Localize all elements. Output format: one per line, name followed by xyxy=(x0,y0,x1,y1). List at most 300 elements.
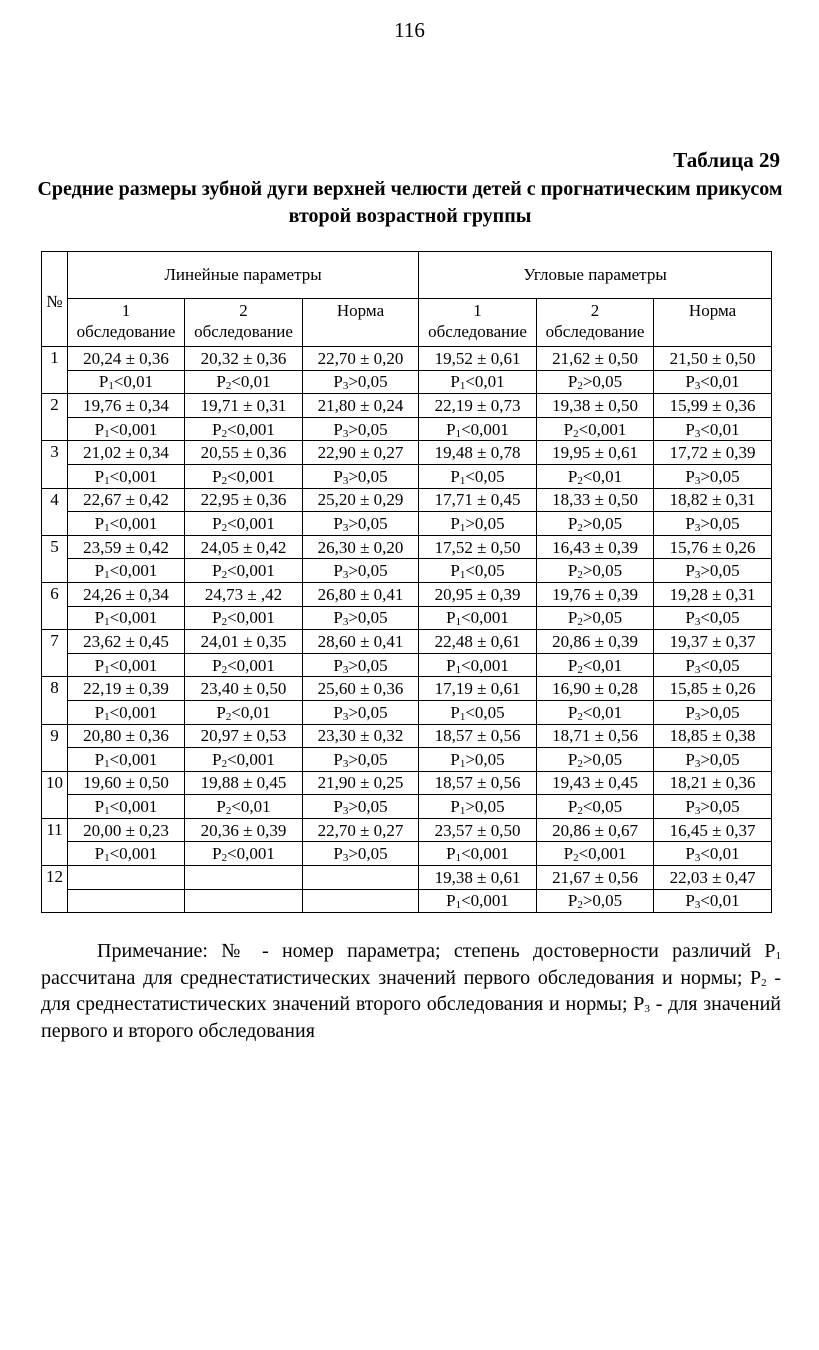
p-value: >0,05 xyxy=(465,749,505,769)
p-letter: P xyxy=(446,844,456,864)
value-cell: 25,60 ± 0,36 xyxy=(303,677,419,701)
value-cell: 20,95 ± 0,39 xyxy=(419,582,537,606)
value-cell: 20,55 ± 0,36 xyxy=(185,441,303,465)
table-row xyxy=(42,818,772,842)
header-column-number: 1 xyxy=(121,301,131,320)
p-letter: P xyxy=(567,608,578,628)
row-number: 12 xyxy=(42,866,68,913)
header-angular-params: Угловые параметры xyxy=(419,252,772,299)
p-letter: P xyxy=(685,372,695,392)
p-letter: P xyxy=(446,655,456,675)
p-value: <0,01 xyxy=(231,702,271,722)
value-cell: 18,85 ± 0,38 xyxy=(654,724,772,748)
p-value: <0,01 xyxy=(700,891,740,911)
p-letter: P xyxy=(450,749,460,769)
table-row-significance xyxy=(42,370,772,394)
row-number: 2 xyxy=(42,394,68,441)
p-index: 2 xyxy=(225,710,232,723)
p-letter: P xyxy=(567,749,578,769)
header-column-label: обследование xyxy=(545,322,645,341)
table-row-significance xyxy=(42,417,772,441)
p-value: <0,001 xyxy=(109,561,158,581)
note-text-3: - для среднестатистических значений второго обследования и нормы; P xyxy=(41,966,781,1015)
table-row-significance xyxy=(42,464,772,488)
significance-cell xyxy=(303,417,419,441)
p-value: <0,05 xyxy=(700,608,740,628)
value-cell: 19,88 ± 0,45 xyxy=(185,771,303,795)
value-cell: 18,57 ± 0,56 xyxy=(419,771,537,795)
significance-cell xyxy=(654,700,772,724)
p-value: <0,001 xyxy=(461,844,509,864)
p-letter: P xyxy=(94,844,105,864)
value-cell: 18,21 ± 0,36 xyxy=(654,771,772,795)
value-cell: 22,48 ± 0,61 xyxy=(419,630,537,654)
p-value: <0,01 xyxy=(231,372,271,392)
value-cell: 17,19 ± 0,61 xyxy=(419,677,537,701)
p-letter: P xyxy=(567,466,578,486)
p-index: 3 xyxy=(342,757,349,770)
table-row-significance xyxy=(42,700,772,724)
p-index: 2 xyxy=(577,521,583,534)
p-index: 1 xyxy=(108,380,114,393)
p-value: <0,001 xyxy=(109,513,158,533)
significance-cell xyxy=(654,417,772,441)
header-column-number: 1 xyxy=(473,301,482,320)
p-value: <0,001 xyxy=(461,608,509,628)
significance-cell xyxy=(537,795,654,819)
value-cell: 23,62 ± 0,45 xyxy=(68,630,185,654)
note-text-2: рассчитана для среднестатистических значений первого обследования и нормы; P xyxy=(41,966,762,989)
p-index: 3 xyxy=(694,710,701,723)
p-letter: P xyxy=(94,513,105,533)
value-cell: 21,90 ± 0,25 xyxy=(303,771,419,795)
value-cell: 19,76 ± 0,39 xyxy=(537,582,654,606)
table-row xyxy=(42,488,772,512)
p-value: <0,001 xyxy=(227,419,275,439)
value-cell: 19,28 ± 0,31 xyxy=(654,582,772,606)
value-cell: 15,99 ± 0,36 xyxy=(654,394,772,418)
significance-cell xyxy=(303,653,419,677)
significance-cell xyxy=(537,653,654,677)
value-cell: 22,70 ± 0,20 xyxy=(303,347,419,371)
value-cell: 23,40 ± 0,50 xyxy=(185,677,303,701)
value-cell: 22,19 ± 0,39 xyxy=(68,677,185,701)
p-letter: P xyxy=(685,797,695,817)
p-letter: P xyxy=(446,419,456,439)
p-value: <0,001 xyxy=(227,655,275,675)
p-index: 1 xyxy=(455,616,462,629)
p-value: >0,05 xyxy=(465,797,505,817)
table-body xyxy=(42,347,772,913)
p-value: >0,05 xyxy=(700,749,740,769)
significance-cell xyxy=(419,417,537,441)
significance-cell xyxy=(537,464,654,488)
row-number: 8 xyxy=(42,677,68,724)
p-index: 3 xyxy=(694,427,701,440)
significance-cell xyxy=(303,559,419,583)
p-value: >0,05 xyxy=(582,372,623,392)
significance-cell xyxy=(303,512,419,536)
value-cell: 23,30 ± 0,32 xyxy=(303,724,419,748)
p-index: 3 xyxy=(342,569,349,582)
p-value: <0,001 xyxy=(109,655,158,675)
p-value: <0,001 xyxy=(227,844,275,864)
table-row-significance xyxy=(42,606,772,630)
p-letter: P xyxy=(685,561,695,581)
p-value: <0,001 xyxy=(227,561,275,581)
p-value: >0,05 xyxy=(700,702,740,722)
significance-cell xyxy=(68,700,185,724)
p-value: >0,05 xyxy=(348,372,388,392)
p-letter: P xyxy=(450,702,460,722)
value-cell: 21,50 ± 0,50 xyxy=(654,347,772,371)
p-letter: P xyxy=(212,844,222,864)
p-value: >0,05 xyxy=(465,513,505,533)
significance-cell xyxy=(68,370,185,394)
p-letter: P xyxy=(333,844,343,864)
p-value: >0,05 xyxy=(348,844,388,864)
significance-cell xyxy=(537,559,654,583)
table-row-significance xyxy=(42,748,772,772)
p-index: 2 xyxy=(577,616,583,629)
p-index: 2 xyxy=(221,616,228,629)
p-index: 1 xyxy=(459,474,466,487)
table-row xyxy=(42,866,772,890)
p-index: 2 xyxy=(577,899,583,912)
value-cell xyxy=(68,866,185,890)
p-letter: P xyxy=(216,702,226,722)
p-value: >0,05 xyxy=(348,655,388,675)
significance-cell xyxy=(419,512,537,536)
significance-cell xyxy=(654,464,772,488)
p-index: 2 xyxy=(573,852,579,865)
p-index: 3 xyxy=(342,710,349,723)
p-letter: P xyxy=(94,702,105,722)
p-letter: P xyxy=(450,466,460,486)
p-letter: P xyxy=(685,608,695,628)
value-cell: 21,62 ± 0,50 xyxy=(537,347,654,371)
value-cell: 19,52 ± 0,61 xyxy=(419,347,537,371)
value-cell: 24,05 ± 0,42 xyxy=(185,535,303,559)
value-cell: 26,30 ± 0,20 xyxy=(303,535,419,559)
value-cell: 19,95 ± 0,61 xyxy=(537,441,654,465)
significance-cell xyxy=(654,370,772,394)
value-cell: 19,43 ± 0,45 xyxy=(537,771,654,795)
p-index: 3 xyxy=(694,663,701,676)
header-number: № xyxy=(42,252,68,347)
p-index: 3 xyxy=(694,805,701,818)
p-index: 1 xyxy=(104,474,110,487)
p-letter: P xyxy=(333,419,343,439)
p-value: >0,05 xyxy=(348,419,388,439)
p-index: 3 xyxy=(342,521,349,534)
value-cell: 22,03 ± 0,47 xyxy=(654,866,772,890)
p-letter: P xyxy=(333,466,343,486)
p-value: >0,05 xyxy=(582,891,623,911)
p-index: 1 xyxy=(104,805,110,818)
header-column-label: обследование xyxy=(428,322,527,341)
p-letter: P xyxy=(212,466,222,486)
p-letter: P xyxy=(94,419,105,439)
value-cell: 22,19 ± 0,73 xyxy=(419,394,537,418)
p-index: 1 xyxy=(455,852,462,865)
p-value: <0,001 xyxy=(461,419,509,439)
p-value: <0,001 xyxy=(227,513,275,533)
significance-cell xyxy=(303,700,419,724)
significance-cell xyxy=(185,700,303,724)
p-letter: P xyxy=(333,702,343,722)
table-row-significance xyxy=(42,559,772,583)
significance-cell xyxy=(68,606,185,630)
significance-cell xyxy=(537,417,654,441)
significance-cell xyxy=(654,559,772,583)
p-letter: P xyxy=(212,655,222,675)
value-cell: 28,60 ± 0,41 xyxy=(303,630,419,654)
p-value: <0,001 xyxy=(109,608,158,628)
p-letter: P xyxy=(567,891,578,911)
p-index: 2 xyxy=(577,380,583,393)
p-index: 3 xyxy=(694,380,701,393)
row-number: 3 xyxy=(42,441,68,488)
p-value: <0,05 xyxy=(465,466,505,486)
value-cell: 21,67 ± 0,56 xyxy=(537,866,654,890)
p-value: >0,05 xyxy=(348,561,388,581)
significance-cell xyxy=(419,748,537,772)
value-cell: 16,45 ± 0,37 xyxy=(654,818,772,842)
note-text-1: Примечание: № - номер параметра; степень достоверности различий P xyxy=(97,940,776,962)
row-number: 6 xyxy=(42,582,68,629)
p-value: <0,001 xyxy=(227,608,275,628)
value-cell: 16,43 ± 0,39 xyxy=(537,535,654,559)
significance-cell xyxy=(68,464,185,488)
value-cell: 20,32 ± 0,36 xyxy=(185,347,303,371)
significance-cell xyxy=(185,417,303,441)
p-letter: P xyxy=(685,891,695,911)
p-value: <0,05 xyxy=(700,655,740,675)
p-index: 3 xyxy=(342,380,349,393)
value-cell: 21,80 ± 0,24 xyxy=(303,394,419,418)
p-letter: P xyxy=(212,513,222,533)
p-value: >0,05 xyxy=(348,608,388,628)
value-cell: 24,73 ± ,42 xyxy=(185,582,303,606)
p-letter: P xyxy=(212,419,222,439)
value-cell: 22,95 ± 0,36 xyxy=(185,488,303,512)
p-index: 1 xyxy=(104,616,110,629)
value-cell: 15,85 ± 0,26 xyxy=(654,677,772,701)
p-letter: P xyxy=(212,749,222,769)
table-note xyxy=(41,938,781,1044)
significance-cell xyxy=(654,842,772,866)
p-index: 3 xyxy=(342,474,349,487)
header-column-5 xyxy=(537,299,654,347)
significance-cell xyxy=(185,795,303,819)
significance-cell xyxy=(185,606,303,630)
significance-cell xyxy=(68,417,185,441)
significance-cell xyxy=(185,889,303,913)
significance-cell xyxy=(537,700,654,724)
significance-cell xyxy=(68,748,185,772)
note-sub-1: 1 xyxy=(775,950,781,962)
table-row-significance xyxy=(42,653,772,677)
significance-cell xyxy=(654,606,772,630)
p-value: >0,05 xyxy=(700,466,740,486)
value-cell: 19,60 ± 0,50 xyxy=(68,771,185,795)
p-index: 1 xyxy=(104,710,110,723)
p-index: 1 xyxy=(459,710,466,723)
value-cell: 22,67 ± 0,42 xyxy=(68,488,185,512)
table-row xyxy=(42,441,772,465)
note-text-4: - для значений первого и второго обследования xyxy=(41,993,781,1042)
value-cell: 22,70 ± 0,27 xyxy=(303,818,419,842)
p-letter: P xyxy=(94,466,105,486)
significance-cell xyxy=(303,795,419,819)
significance-cell xyxy=(537,512,654,536)
p-index: 1 xyxy=(104,521,110,534)
significance-cell xyxy=(419,653,537,677)
p-letter: P xyxy=(212,608,222,628)
value-cell: 20,97 ± 0,53 xyxy=(185,724,303,748)
p-letter: P xyxy=(216,372,226,392)
p-value: <0,01 xyxy=(582,702,623,722)
significance-cell xyxy=(185,842,303,866)
row-number: 10 xyxy=(42,771,68,818)
p-value: >0,05 xyxy=(348,466,388,486)
significance-cell xyxy=(185,370,303,394)
row-number: 4 xyxy=(42,488,68,535)
p-value: <0,05 xyxy=(582,797,623,817)
p-letter: P xyxy=(567,513,578,533)
p-index: 2 xyxy=(577,474,583,487)
value-cell xyxy=(303,866,419,890)
p-value: >0,05 xyxy=(700,797,740,817)
header-column-label: Норма xyxy=(688,301,737,320)
parameters-table xyxy=(41,251,772,913)
value-cell: 18,33 ± 0,50 xyxy=(537,488,654,512)
header-column-3 xyxy=(303,299,419,347)
p-index: 1 xyxy=(459,805,466,818)
value-cell: 18,82 ± 0,31 xyxy=(654,488,772,512)
significance-cell xyxy=(303,606,419,630)
p-value: <0,001 xyxy=(461,655,509,675)
value-cell: 18,57 ± 0,56 xyxy=(419,724,537,748)
p-letter: P xyxy=(567,372,578,392)
significance-cell xyxy=(185,653,303,677)
p-index: 2 xyxy=(577,805,583,818)
significance-cell xyxy=(185,512,303,536)
significance-cell xyxy=(419,700,537,724)
table-label: Таблица 29 xyxy=(673,148,780,172)
p-value: >0,05 xyxy=(348,749,388,769)
p-index: 3 xyxy=(694,521,701,534)
significance-cell xyxy=(654,748,772,772)
row-number: 7 xyxy=(42,630,68,677)
header-column-label: Норма xyxy=(336,301,385,320)
p-letter: P xyxy=(567,655,578,675)
p-index: 3 xyxy=(694,852,701,865)
header-column-label: обследование xyxy=(194,322,293,341)
p-letter: P xyxy=(333,372,343,392)
p-value: <0,01 xyxy=(582,655,623,675)
significance-cell xyxy=(419,370,537,394)
significance-cell xyxy=(303,370,419,394)
row-number: 5 xyxy=(42,535,68,582)
p-value: >0,05 xyxy=(582,513,623,533)
table-row xyxy=(42,535,772,559)
p-value: <0,001 xyxy=(109,844,158,864)
p-index: 1 xyxy=(455,899,462,912)
value-cell xyxy=(185,866,303,890)
p-value: >0,05 xyxy=(582,749,623,769)
value-cell: 25,20 ± 0,29 xyxy=(303,488,419,512)
p-letter: P xyxy=(563,844,574,864)
p-letter: P xyxy=(685,655,695,675)
significance-cell xyxy=(419,606,537,630)
p-letter: P xyxy=(94,655,105,675)
row-number: 1 xyxy=(42,347,68,394)
p-letter: P xyxy=(333,561,343,581)
p-letter: P xyxy=(685,749,695,769)
significance-cell xyxy=(68,795,185,819)
p-value: >0,05 xyxy=(582,561,623,581)
table-row xyxy=(42,677,772,701)
value-cell: 21,02 ± 0,34 xyxy=(68,441,185,465)
value-cell: 19,37 ± 0,37 xyxy=(654,630,772,654)
p-letter: P xyxy=(333,655,343,675)
p-index: 1 xyxy=(459,569,466,582)
p-letter: P xyxy=(94,749,105,769)
significance-cell xyxy=(537,606,654,630)
p-index: 2 xyxy=(225,380,232,393)
p-value: >0,05 xyxy=(700,513,740,533)
p-letter: P xyxy=(94,608,105,628)
p-letter: P xyxy=(450,797,460,817)
p-index: 1 xyxy=(104,663,110,676)
p-value: >0,05 xyxy=(348,513,388,533)
value-cell: 20,86 ± 0,67 xyxy=(537,818,654,842)
p-value: <0,05 xyxy=(465,561,505,581)
value-cell: 24,01 ± 0,35 xyxy=(185,630,303,654)
p-index: 3 xyxy=(342,663,349,676)
table-title: Средние размеры зубной дуги верхней челюсти детей с прогнатическим прикусом второй возрастной группы xyxy=(37,178,783,227)
value-cell: 17,71 ± 0,45 xyxy=(419,488,537,512)
value-cell: 19,76 ± 0,34 xyxy=(68,394,185,418)
p-letter: P xyxy=(563,419,574,439)
significance-cell xyxy=(537,889,654,913)
p-index: 2 xyxy=(577,710,583,723)
p-index: 1 xyxy=(104,427,110,440)
p-value: <0,001 xyxy=(578,419,627,439)
p-value: >0,05 xyxy=(348,797,388,817)
p-letter: P xyxy=(685,844,695,864)
table-row xyxy=(42,724,772,748)
p-index: 3 xyxy=(342,427,349,440)
page-number: 116 xyxy=(394,18,425,42)
p-value: <0,001 xyxy=(227,466,275,486)
p-index: 2 xyxy=(577,757,583,770)
header-column-6 xyxy=(654,299,772,347)
p-letter: P xyxy=(567,797,578,817)
table-row-significance xyxy=(42,889,772,913)
p-value: <0,001 xyxy=(109,419,158,439)
p-letter: P xyxy=(94,797,105,817)
p-index: 1 xyxy=(104,852,110,865)
significance-cell xyxy=(185,748,303,772)
note-sub-2: 2 xyxy=(761,976,767,989)
p-index: 2 xyxy=(221,663,228,676)
p-index: 1 xyxy=(459,380,466,393)
significance-cell xyxy=(185,559,303,583)
header-column-number: 2 xyxy=(590,301,600,320)
